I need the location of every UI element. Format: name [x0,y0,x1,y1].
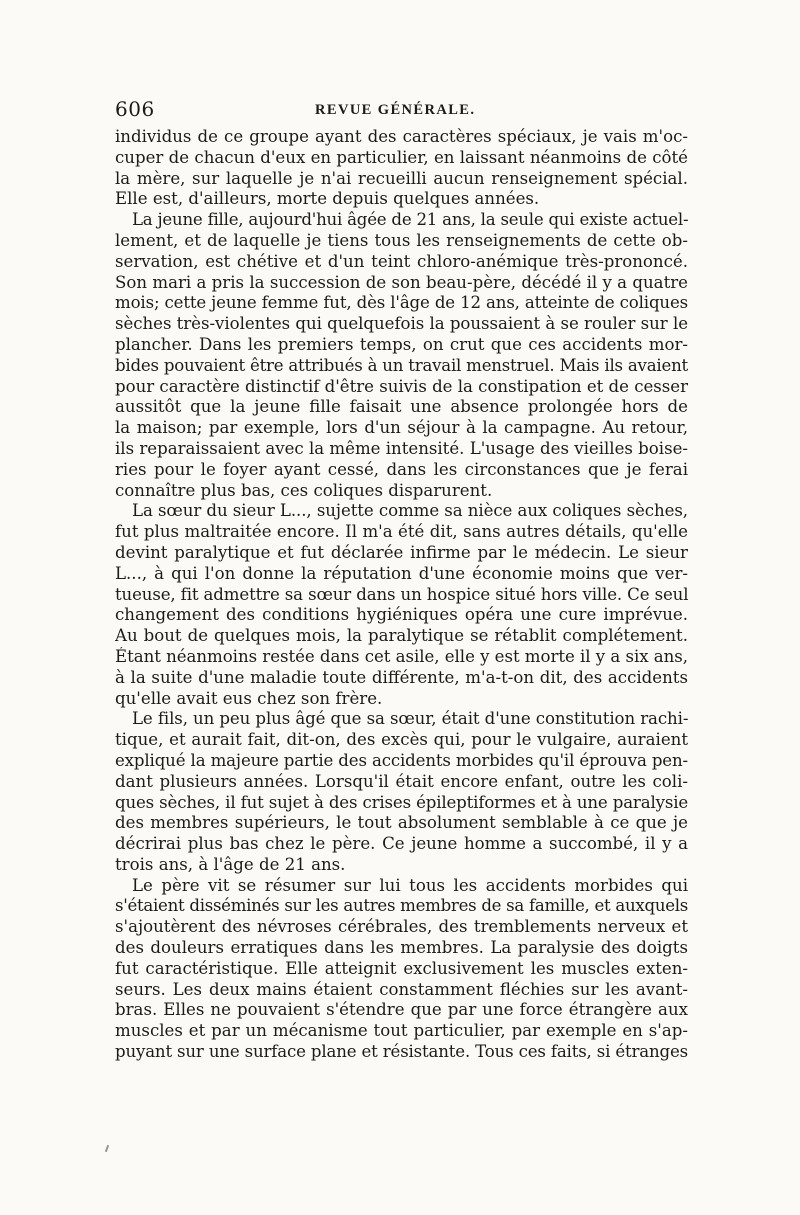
text-line: ques sèches, il fut sujet à des crises épileptiformes et à une paralysie [115,792,688,812]
text-line: à la suite d'une maladie toute différente, m'a-t-on dit, des accidents [115,667,688,687]
text-line: Le fils, un peu plus âgé que sa sœur, était d'une constitution rachi- [132,709,688,729]
text-line: la maison; par exemple, lors d'un séjour à la campagne. Au retour, [115,418,688,438]
text-line: Elle est, d'ailleurs, morte depuis quelques années. [115,189,540,209]
text-line: Au bout de quelques mois, la paralytique se rétablit complétement. [115,626,688,646]
text-line: tueuse, fit admettre sa sœur dans un hospice situé hors ville. Ce seul [115,584,688,604]
text-line: connaître plus bas, ces coliques disparurent. [115,480,493,500]
text-line: qu'elle avait eus chez son frère. [115,688,383,708]
text-line: servation, est chétive et d'un teint chloro-anémique très-prononcé. [115,251,688,271]
text-line: expliqué la majeure partie des accidents morbides qu'il éprouva pen- [115,750,688,770]
text-line: puyant sur une surface plane et résistante. Tous ces faits, si étranges [115,1042,688,1062]
text-line: aussitôt que la jeune fille faisait une absence prolongée hors de [115,397,688,417]
text-line: Étant néanmoins restée dans cet asile, elle y est morte il y a six ans, [115,646,688,666]
paragraph [115,501,688,709]
text-line: mois; cette jeune femme fut, dès l'âge de 12 ans, atteinte de coliques [115,293,688,313]
paragraph [115,709,688,875]
text-line: cuper de chacun d'eux en particulier, en laissant néanmoins de côté [115,147,688,167]
text-line: lement, et de laquelle je tiens tous les renseignements de cette ob- [115,230,688,250]
text-line: décrirai plus bas chez le père. Ce jeune homme a succombé, il y a [115,834,688,854]
text-line: Le père vit se résumer sur lui tous les accidents morbides qui [132,875,688,895]
text-line: ries pour le foyer ayant cessé, dans les circonstances que je ferai [115,459,688,479]
text-line: plancher. Dans les premiers temps, on crut que ces accidents mor- [115,334,688,354]
text-line: pour caractère distinctif d'être suivis de la constipation et de cesser [115,376,688,396]
text-line: Son mari a pris la succession de son beau-père, décédé il y a quatre [115,272,688,292]
text-line: sèches très-violentes qui quelquefois la poussaient à se rouler sur le [115,314,688,334]
text-line: changement des conditions hygiéniques opéra une cure imprévue. [115,605,688,625]
paragraph [115,210,688,501]
text-line: la mère, sur laquelle je n'ai recueilli aucun renseignement spécial. [115,168,688,188]
stray-mark [105,1145,109,1152]
running-head: REVUE GÉNÉRALE. [315,102,476,118]
page-number: 606 [115,97,155,121]
text-line: s'étaient disséminés sur les autres membres de sa famille, et auxquels [115,896,688,916]
text-line: fut caractéristique. Elle atteignit exclusivement les muscles exten- [115,958,688,978]
paragraph [115,127,688,210]
text-line: des membres supérieurs, le tout absolument semblable à ce que je [115,813,688,833]
text-line: fut plus maltraitée encore. Il m'a été dit, sans autres détails, qu'elle [115,522,688,542]
page-header [115,96,690,126]
body-text [115,127,688,1063]
text-line: ils reparaissaient avec la même intensité. L'usage des vieilles boise- [115,438,688,458]
text-line: La jeune fille, aujourd'hui âgée de 21 ans, la seule qui existe actuel- [132,210,688,230]
paragraph [115,876,688,1063]
text-line: bides pouvaient être attribués à un travail menstruel. Mais ils avaient [115,355,688,375]
text-line: individus de ce groupe ayant des caractères spéciaux, je vais m'oc- [115,127,688,146]
text-line: devint paralytique et fut déclarée infirme par le médecin. Le sieur [115,542,688,562]
text-line: La sœur du sieur L..., sujette comme sa nièce aux coliques sèches, [132,501,688,521]
text-line: s'ajoutèrent des névroses cérébrales, des tremblements nerveux et [115,917,688,937]
text-line: des douleurs erratiques dans les membres. La paralysie des doigts [115,938,688,958]
text-line: bras. Elles ne pouvaient s'étendre que par une force étrangère aux [115,1000,688,1020]
text-line: L..., à qui l'on donne la réputation d'une économie moins que ver- [115,563,688,583]
text-line: trois ans, à l'âge de 21 ans. [115,854,346,874]
text-line: tique, et aurait fait, dit-on, des excès qui, pour le vulgaire, auraient [115,730,688,750]
text-line: dant plusieurs années. Lorsqu'il était encore enfant, outre les coli- [115,771,688,791]
text-line: muscles et par un mécanisme tout particulier, par exemple en s'ap- [115,1021,688,1041]
text-line: seurs. Les deux mains étaient constamment fléchies sur les avant- [115,979,688,999]
